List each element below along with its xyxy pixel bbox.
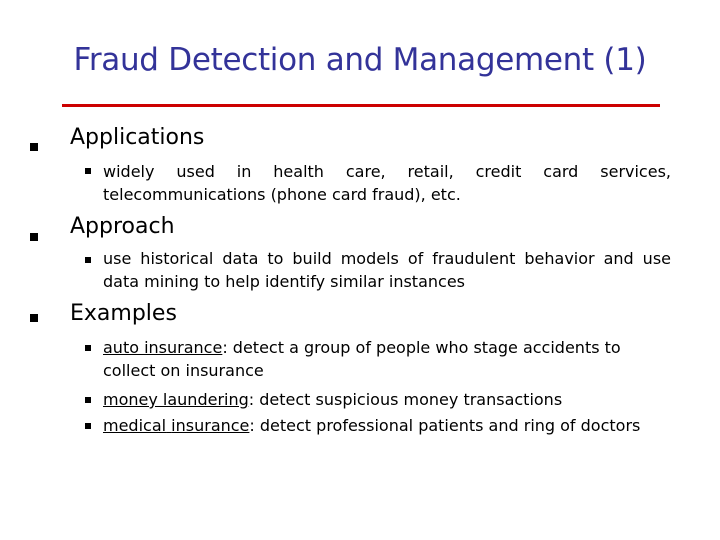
bullet-icon xyxy=(30,314,38,322)
title-underline xyxy=(62,104,660,107)
list-item-example-medical xyxy=(103,414,671,437)
bullet-icon xyxy=(30,143,38,151)
term-money-laundering: money laundering xyxy=(103,390,249,409)
example-text: : detect professional patients and ring of doctors xyxy=(249,416,641,435)
term-auto-insurance: auto insurance xyxy=(103,338,223,357)
bullet-icon xyxy=(85,257,91,263)
example-text: : detect suspicious money transactions xyxy=(248,390,563,409)
list-item-approach: use historical data to build models of fraudulent behavior and use data mining to help identify similar instances xyxy=(103,249,671,291)
term-medical: medical xyxy=(103,416,167,435)
slide-title: Fraud Detection and Management (1) xyxy=(73,42,647,78)
bullet-icon xyxy=(85,345,91,351)
section-heading-approach: Approach xyxy=(70,214,175,239)
list-item-example-auto xyxy=(103,336,671,382)
bullet-icon xyxy=(85,397,91,403)
list-item-example-money xyxy=(103,388,671,411)
bullet-icon xyxy=(30,233,38,241)
term-insurance: insurance xyxy=(171,416,250,435)
section-heading-examples: Examples xyxy=(70,301,177,326)
bullet-icon xyxy=(85,168,91,174)
list-item-applications: widely used in health care, retail, credit card services, telecommunications (phone card fraud), etc. xyxy=(103,162,671,204)
section-heading-applications: Applications xyxy=(70,125,205,150)
bullet-icon xyxy=(85,423,91,429)
example-text: : detect a group of people who stage accidents to collect on insurance xyxy=(103,338,621,380)
